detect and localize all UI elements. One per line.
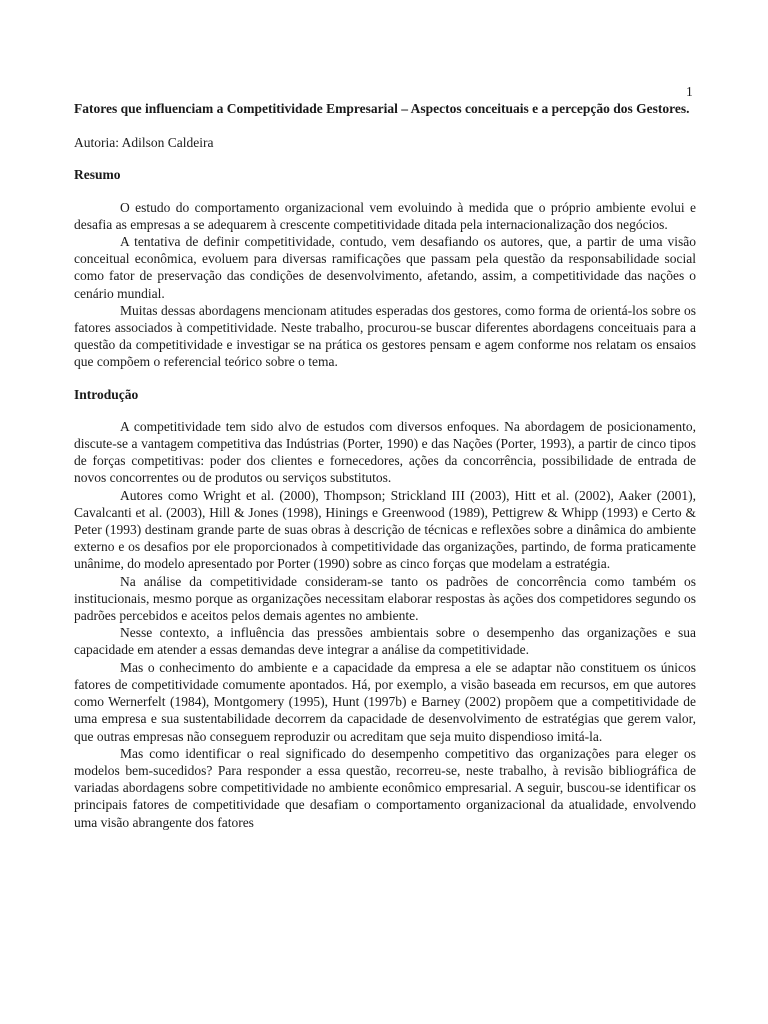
- abstract-paragraph: A tentativa de definir competitividade, contudo, vem desafiando os autores, que, a partir de uma visão conceitual econômica, evoluem para diversas ramificações que passam pela questão da responsabilidade social como fator de preservação das condições de desenvolvimento, afetando, assim, a competitividade das nações o cenário mundial.: [74, 234, 696, 301]
- paper-title: Fatores que influenciam a Competitividade Empresarial – Aspectos conceituais e a percepção dos Gestores.: [74, 101, 690, 116]
- abstract-section: [74, 199, 696, 371]
- intro-paragraph: A competitividade tem sido alvo de estudos com diversos enfoques. Na abordagem de posicionamento, discute-se a vantagem competitiva das Indústrias (Porter, 1990) e das Nações (Porter, 1993), a partir de cinco tipos de forças competitivas: poder dos clientes e fornecedores, ações da concorrência, possibilidade de entrada de novos concorrentes ou de produtos ou serviços substitutos.: [74, 418, 696, 486]
- abstract-paragraph: Muitas dessas abordagens mencionam atitudes esperadas dos gestores, como forma de orientá-los sobre os fatores associados à competitividade. Neste trabalho, procurou-se buscar diferentes abordagens conceituais para a questão da competitividade e investigar se na prática os gestores pensam e agem conforme nos relatam os ensaios que compõem o referencial teórico sobre o tema.: [74, 302, 696, 370]
- intro-paragraph: Mas o conhecimento do ambiente e a capacidade da empresa a ele se adaptar não constituem os únicos fatores de competitividade comumente apontados. Há, por exemplo, a visão baseada em recursos, em que autores como Wernerfelt (1984), Montgomery (1995), Hunt (1997b) e Barney (2002) propõem que a competitividade de uma empresa e sua sustentabilidade decorrem da capacidade de desenvolvimento de estratégias que gerem valor, que outras empresas não conseguem reproduzir ou acreditam que seja muito dispendioso imitá-la.: [74, 659, 696, 744]
- section-heading-resumo: Resumo: [74, 167, 121, 183]
- abstract-paragraph: O estudo do comportamento organizacional vem evoluindo à medida que o próprio ambiente evolui e desafia as empresas a se adequarem à crescente competitividade ditada pela internacionalização dos negócios.: [74, 199, 696, 232]
- introduction-section: [74, 418, 696, 831]
- intro-paragraph: Na análise da competitividade consideram-se tanto os padrões de concorrência como também os institucionais, mesmo porque as organizações necessitam elaborar respostas às ações dos competidores segundo os padrões percebidos e aceitos pelos demais agentes no ambiente.: [74, 573, 696, 624]
- section-heading-introducao: Introdução: [74, 386, 139, 402]
- page-number: 1: [686, 84, 693, 99]
- intro-paragraph: Autores como Wright et al. (2000), Thompson; Strickland III (2003), Hitt et al. (2002), Aaker (2001), Cavalcanti et al. (2003), Hill & Jones (1998), Hinings e Greenwood (1989), Pettigrew & Whipp (1993) e Certo & Peter (1993) destinam grande parte de suas obras à descrição de técnicas e reflexões sobre a dinâmica do ambiente externo e os desafios por ele proporcionados à competitividade das organizações, partindo, de forma praticamente unânime, do modelo apresentado por Porter (1990) sobre as cinco forças que modelam a estratégia.: [74, 487, 696, 572]
- intro-paragraph: Mas como identificar o real significado do desempenho competitivo das organizações para eleger os modelos bem-sucedidos? Para responder a essa questão, recorreu-se, neste trabalho, à revisão bibliográfica de variadas abordagens sobre competitividade no ambiente econômico empresarial. A seguir, buscou-se identificar os principais fatores de competitividade que desafiam o comportamento organizacional da atualidade, envolvendo uma visão abrangente dos fatores: [74, 745, 696, 830]
- document-body: [74, 100, 696, 831]
- intro-paragraph: Nesse contexto, a influência das pressões ambientais sobre o desempenho das organizações e sua capacidade em atender a essas demandas deve integrar a análise da competitividade.: [74, 625, 696, 658]
- author-line: Autoria: Adilson Caldeira: [74, 135, 214, 151]
